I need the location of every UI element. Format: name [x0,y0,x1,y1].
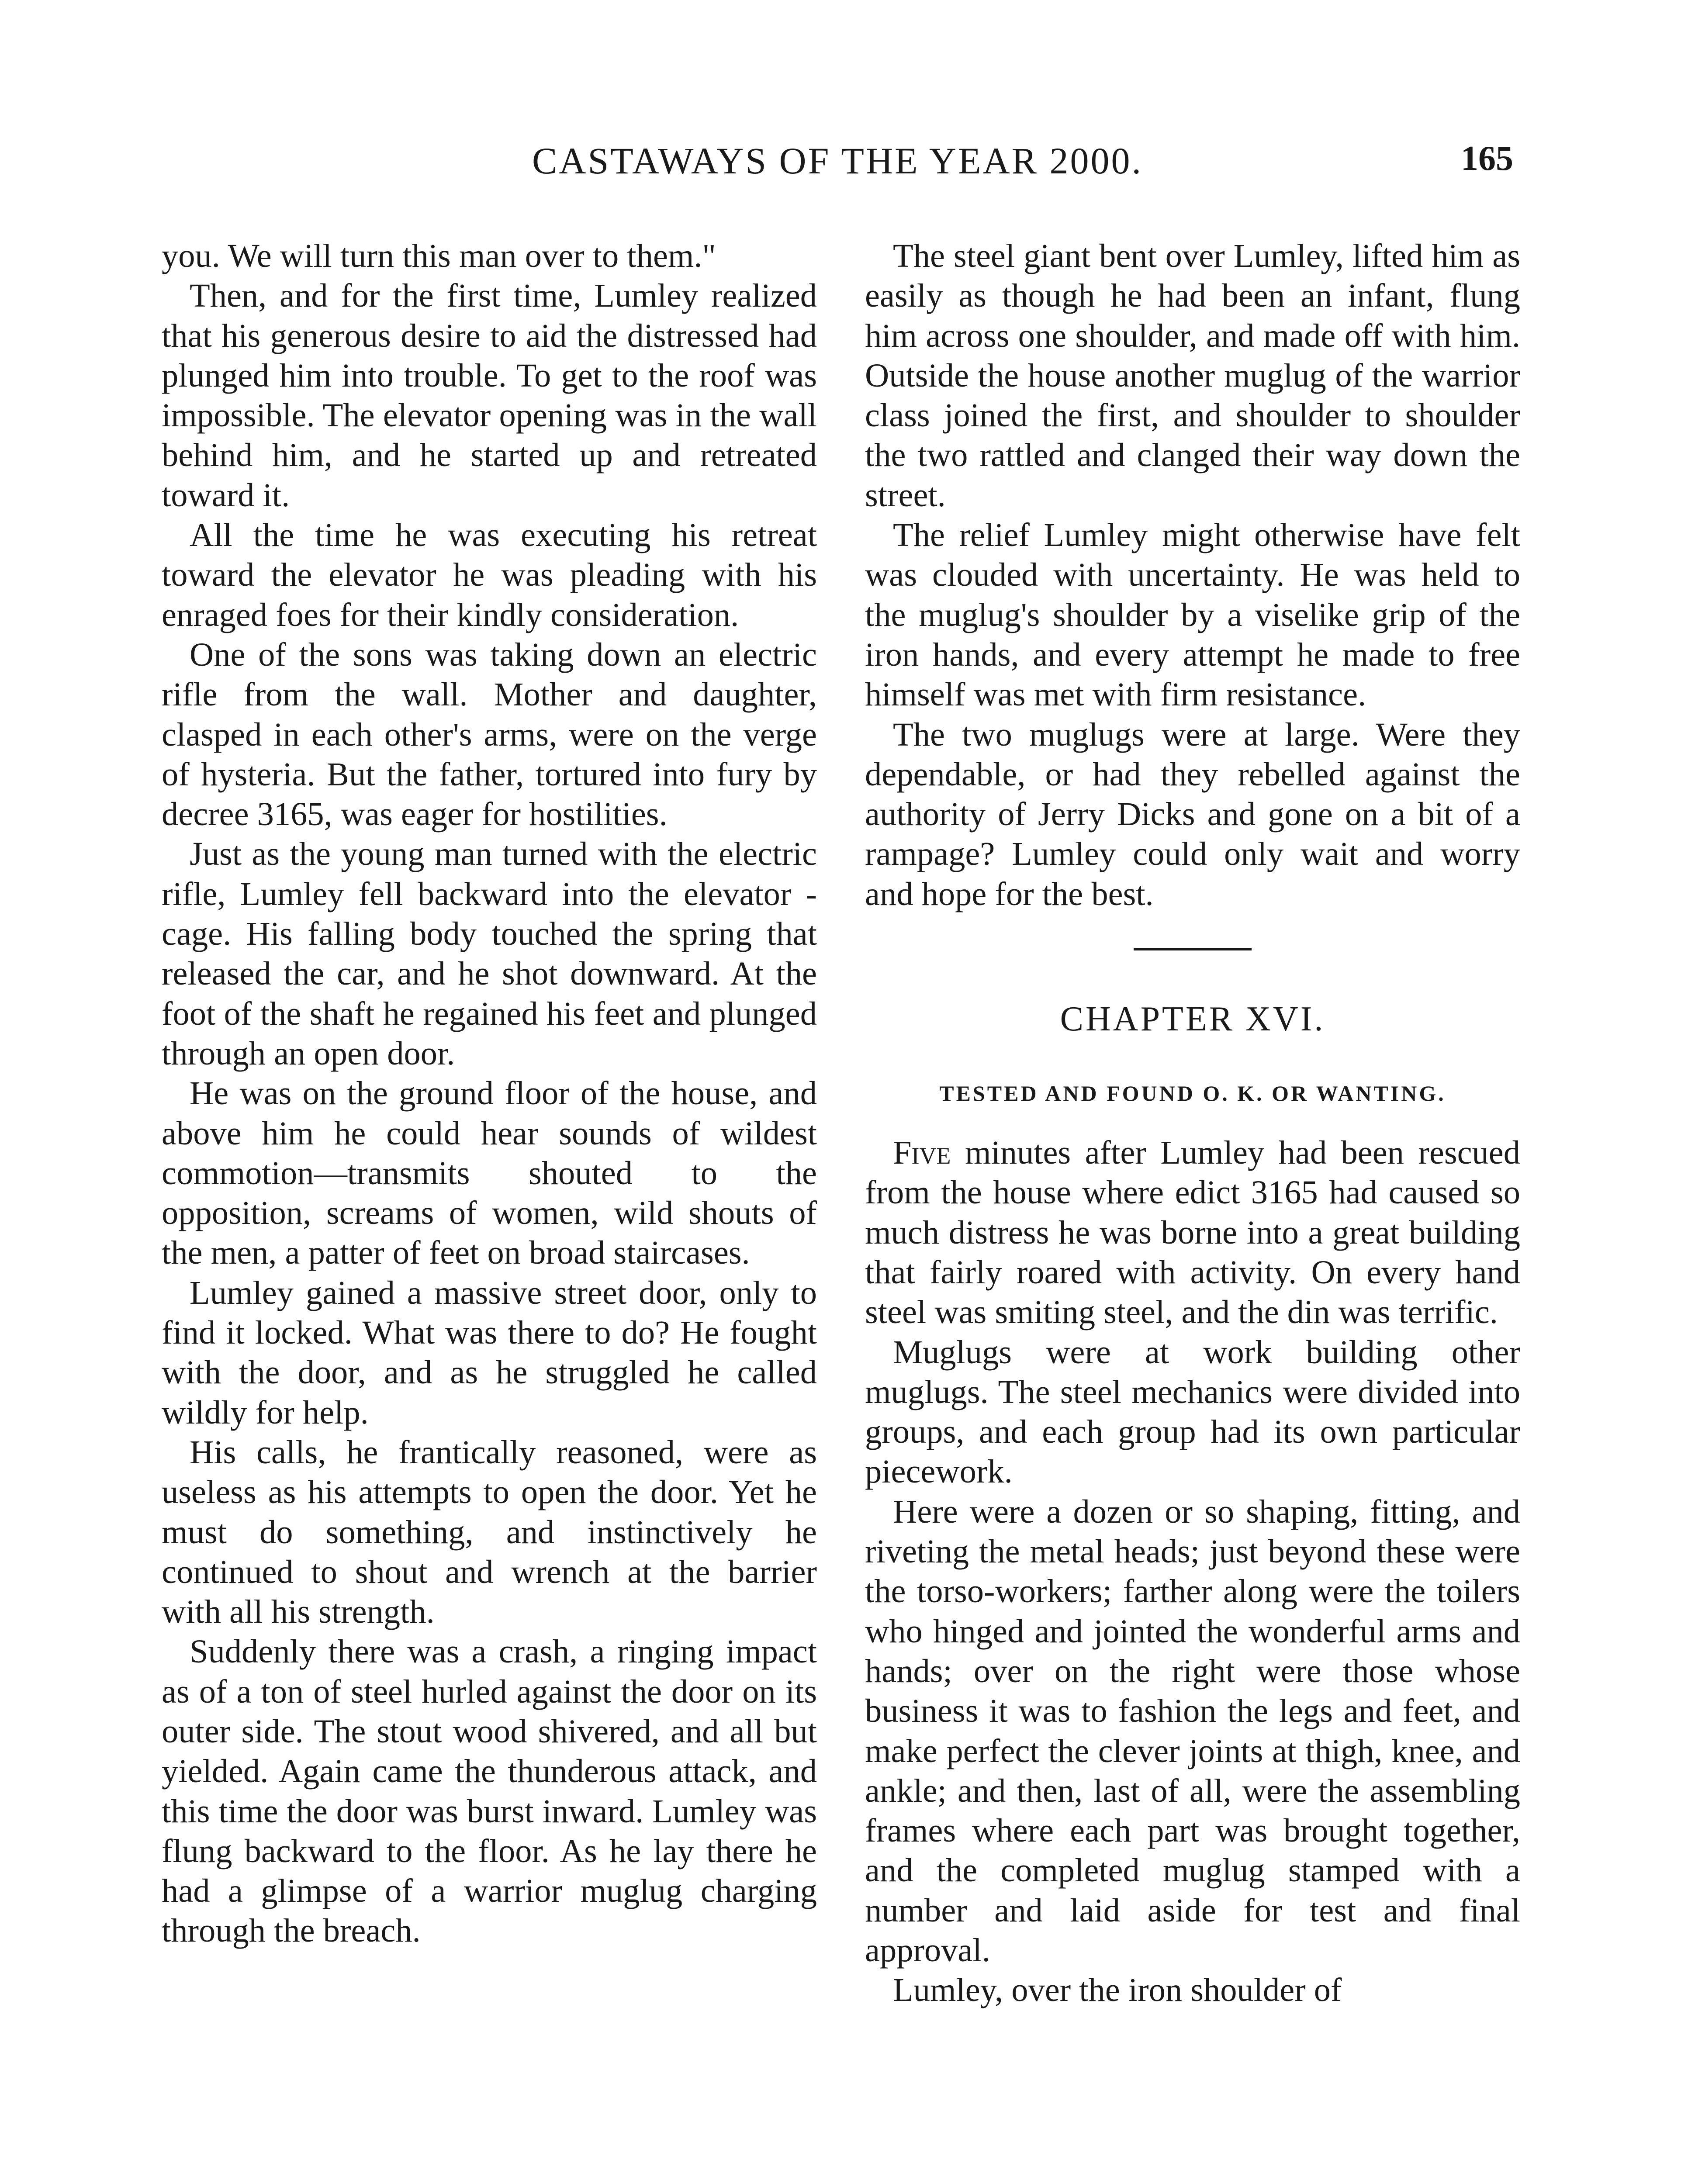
paragraph: All the time he was executing his retreat toward the elevator he was pleading with his enraged foes for their kindly consideration. [162,516,817,633]
opening-word: Five [893,1134,951,1171]
short-rule [1134,948,1252,950]
paragraph: His calls, he frantically reasoned, were as useless as his attempts to open the door. Yet he must do something, and instinctively he continued to shout and wrench at the barrier with all his strength. [162,1433,817,1631]
opening-text: minutes after Lumley had been rescued from the house where edict 3165 had caused so much distress he was borne into a great building that fairly roared with activity. On every hand steel was smiting steel, and the din was terrific. [865,1134,1520,1331]
paragraph: The two muglugs were at large. Were they dependable, or had they rebelled against the authority of Jerry Dicks and gone on a bit of a rampage? Lumley could only wait and worry and hope for the best. [865,715,1520,912]
page-number: 165 [1461,139,1513,178]
paragraph: Here were a dozen or so shaping, fitting, and riveting the metal heads; just beyond these were the torso-workers; farther along were the toilers who hinged and jointed the wonderful arms and hands; over on the right were those whose business it was to fashion the legs and feet, and make perfect the clever joints at thigh, knee, and ankle; and then, last of all, were the assembling frames where each part was brought together, and the completed muglug stamped with a number and laid aside for test and final approval. [865,1493,1520,1969]
paragraph: The relief Lumley might otherwise have felt was clouded with uncertainty. He was held to the muglug's shoulder by a viselike grip of the iron hands, and every attempt he made to free himself was met with firm resistance. [865,516,1520,713]
chapter-opening-paragraph [865,1133,1520,1332]
paragraph: Then, and for the first time, Lumley realized that his generous desire to aid the distressed had plunged him into trouble. To get to the roof was impossible. The elevator opening was in the wall behind him, and he started up and retreated toward it. [162,277,817,514]
paragraph: Muglugs were at work building other muglugs. The steel mechanics were divided into groups, and each group had its own particular piecework. [865,1333,1520,1490]
chapter-subtitle: TESTED AND FOUND O. K. OR WANTING. [939,1081,1446,1106]
paragraph: Suddenly there was a crash, a ringing impact as of a ton of steel hurled against the door on its outer side. The stout wood shivered, and all but yielded. Again came the thunderous attack, and this time the door was burst inward. Lumley was flung backward to the floor. As he lay there he had a glimpse of a warrior muglug charging through the breach. [162,1633,817,1949]
paragraph: you. We will turn this man over to them." [162,237,716,274]
left-column [162,236,817,1951]
chapter-heading: CHAPTER XVI. [1060,1000,1325,1039]
running-head [162,139,1513,191]
paragraph: He was on the ground floor of the house, and above him he could hear sounds of wildest commotion—transmits shouted to the opposition, screams of women, wild shouts of the men, a patter of feet on broad staircases. [162,1075,817,1272]
paragraph: Lumley, over the iron shoulder of [893,1971,1342,2009]
right-column [865,236,1520,2010]
running-title: CASTAWAYS OF THE YEAR 2000. [532,140,1143,182]
paragraph: The steel giant bent over Lumley, lifted him as easily as though he had been an infant, flung him across one shoulder, and made off with him. Outside the house another muglug of the warrior class joined the first, and shoulder to shoulder the two rattled and clanged their way down the street. [865,237,1520,514]
paragraph: Lumley gained a massive street door, only to find it locked. What was there to do? He fought with the door, and as he struggled he called wildly for help. [162,1274,817,1431]
section-divider [865,914,1520,986]
paragraph: One of the sons was taking down an electric rifle from the wall. Mother and daughter, clasped in each other's arms, were on the verge of hysteria. But the father, tortured into fury by decree 3165, was eager for hostilities. [162,636,817,833]
paragraph: Just as the young man turned with the electric rifle, Lumley fell backward into the elevator - cage. His falling body touched the spring that released the car, and he shot downward. At the foot of the shaft he regained his feet and plunged through an open door. [162,835,817,1072]
